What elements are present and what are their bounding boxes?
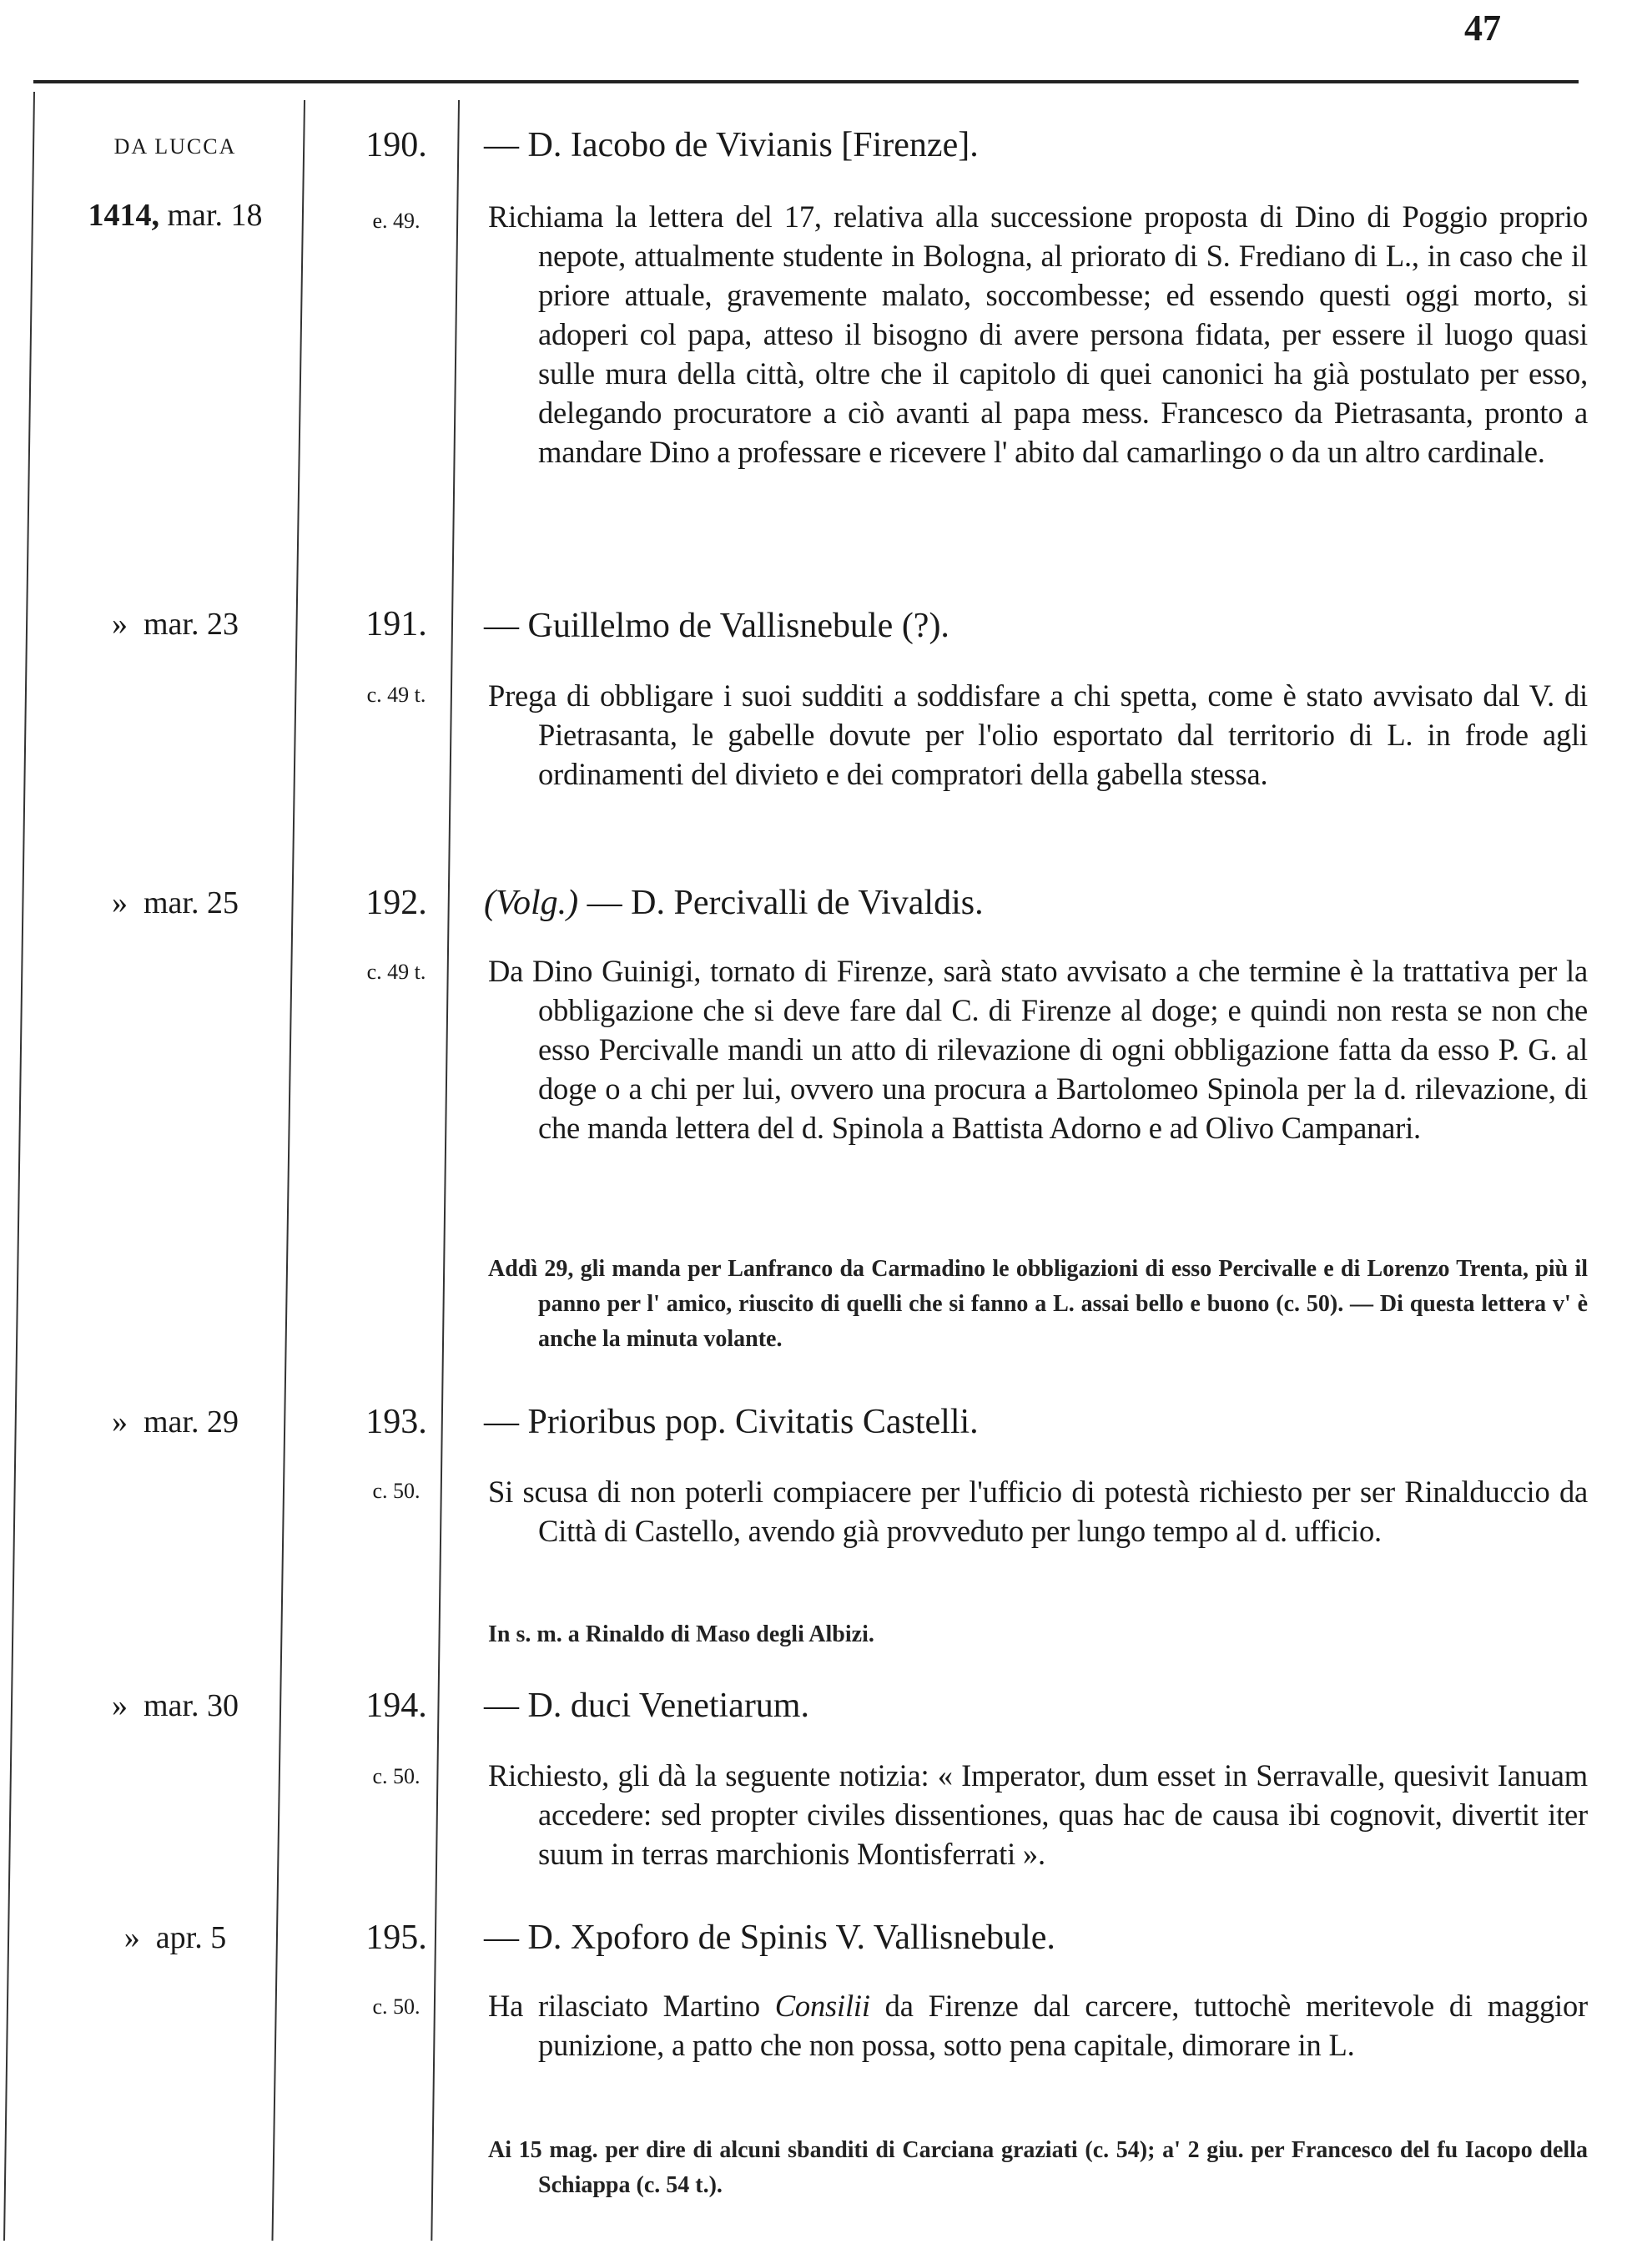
entry-date [50, 885, 300, 921]
ditto-mark: » [123, 1920, 140, 1955]
entry-carta: c. 49 t. [366, 683, 426, 707]
entry-heading [484, 1918, 1585, 1958]
entry-heading [484, 883, 1585, 923]
running-head [50, 125, 300, 162]
entry-year: 1414, [88, 198, 159, 233]
entry-date [50, 197, 300, 234]
entry-heading-text: — D. Iacobo de Vivianis [Firenze]. [484, 126, 979, 164]
entry-heading-text: — Guillelmo de Vallisnebule (?). [484, 607, 949, 645]
entry-heading-text: — Prioribus pop. Civitatis Castelli. [484, 1403, 979, 1441]
ditto-mark: » [112, 885, 128, 920]
entry-heading [484, 125, 1585, 165]
entry-body: Richiesto, gli dà la seguente notizia: « Imperator, dum esset in Serravalle, quesivit Ianuam accedere: sed propter civiles dissentiones, quas hac de causa ibi cognovit, divertit iter suum in terras marchionis Montisferrati ». [488, 1758, 1588, 1871]
page-number: 47 [1464, 8, 1501, 48]
entry-date [50, 1919, 300, 1956]
entry-date-text: mar. 30 [144, 1688, 239, 1723]
entry-note: In s. m. a Rinaldo di Maso degli Albizi. [488, 1621, 874, 1647]
entry-date-text: apr. 5 [155, 1920, 227, 1955]
entry-date-text: mar. 25 [144, 885, 239, 920]
entry-number: 194. [365, 1687, 427, 1725]
entry-number: 193. [365, 1403, 427, 1441]
body-text-part: da Firenze dal carcere, tuttochè meritevole di maggior punizione, a patto che non possa, sotto pena capitale, dimorare in L. [538, 1989, 1588, 2062]
entry-number: 195. [365, 1919, 427, 1957]
entry-date-text: mar. 23 [144, 607, 239, 642]
entry-heading [484, 1686, 1585, 1726]
entry-heading-text: — D. duci Venetiarum. [484, 1687, 809, 1725]
entry-number: 190. [365, 126, 427, 164]
entry-carta: c. 50. [372, 1764, 421, 1788]
entry-date-text: mar. 29 [144, 1404, 239, 1440]
ditto-mark: » [112, 1404, 128, 1440]
entry-body: Da Dino Guinigi, tornato di Firenze, sarà stato avvisato a che termine è la trattativa per la obbligazione che si deve fare dal C. di Firenze al doge; e quindi non resta se non che esso Percivalle mandi un atto di rilevazione di ogni obbligazione fatta da esso P. G. al doge o a chi per lui, ovvero una procura a Bartolomeo Spinola per la d. rilevazione, di che manda lettera del d. Spinola a Battista Adorno e ad Olivo Campanari. [488, 954, 1588, 1145]
entry-number: 191. [365, 605, 427, 643]
entry-heading [484, 1402, 1585, 1442]
entry-carta: c. 50. [372, 1479, 421, 1503]
entry-heading-text: — D. Percivalli de Vivaldis. [578, 884, 984, 922]
running-head-text: DA LUCCA [113, 134, 237, 159]
entry-note: Ai 15 mag. per dire di alcuni sbanditi di Carciana graziati (c. 54); a' 2 giu. per Francesco del fu Iacopo della Schiappa (c. 54 t.). [488, 2137, 1588, 2198]
entry-note: Addì 29, gli manda per Lanfranco da Carmadino le obbligazioni di esso Percivalle e di Lorenzo Trenta, più il panno per l' amico, riuscito di quelli che si fanno a L. assai bello e buono (c. 50). — Di questa lettera v' è anche la minuta volante. [488, 1256, 1588, 1352]
body-text-italic: Consilii [774, 1989, 870, 2023]
entry-date-text: mar. 18 [167, 198, 263, 233]
entry-body [488, 1986, 1588, 2065]
entry-carta: c. 49 t. [366, 960, 426, 984]
entry-body: Si scusa di non poterli compiacere per l'ufficio di potestà richiesto per ser Rinalduccio da Città di Castello, avendo già provveduto per lungo tempo al d. ufficio. [488, 1475, 1588, 1548]
column-border-left [3, 92, 35, 2241]
entry-date [50, 1687, 300, 1724]
entry-heading [484, 606, 1585, 646]
header-rule [33, 80, 1579, 83]
entry-carta: e. 49. [372, 209, 421, 233]
entry-body: Prega di obbligare i suoi sudditi a soddisfare a chi spetta, come è stato avvisato dal V. di Pietrasanta, le gabelle dovute per l'olio esportato dal territorio di L. in frode agli ordinamenti del divieto e dei compratori della gabella stessa. [488, 678, 1588, 791]
ditto-mark: » [112, 1688, 128, 1723]
entry-number: 192. [365, 884, 427, 922]
entry-carta: c. 50. [372, 1994, 421, 2019]
ditto-mark: » [112, 607, 128, 642]
heading-prefix-volg: (Volg.) [484, 884, 579, 922]
entry-heading-text: — D. Xpoforo de Spinis V. Vallisnebule. [484, 1919, 1055, 1957]
entry-date [50, 606, 300, 643]
entry-body: Richiama la lettera del 17, relativa alla successione proposta di Dino di Poggio proprio nepote, attualmente studente in Bologna, al priorato di S. Frediano di L., in caso che il priore attuale, gravemente malato, soccombesse; ed essendo questi oggi morto, si adoperi col papa, atteso il bisogno di avere persona fidata, per essere il luogo quasi sulle mura della città, oltre che il capitolo di quei canonici ha già postulato per esso, delegando procuratore a ciò avanti al papa mess. Francesco da Pietrasanta, pronto a mandare Dino a professare e ricevere l' abito dal camarlingo o da un altro cardinale. [488, 199, 1588, 469]
body-text-part: Ha rilasciato Martino [488, 1989, 775, 2023]
entry-date [50, 1404, 300, 1440]
